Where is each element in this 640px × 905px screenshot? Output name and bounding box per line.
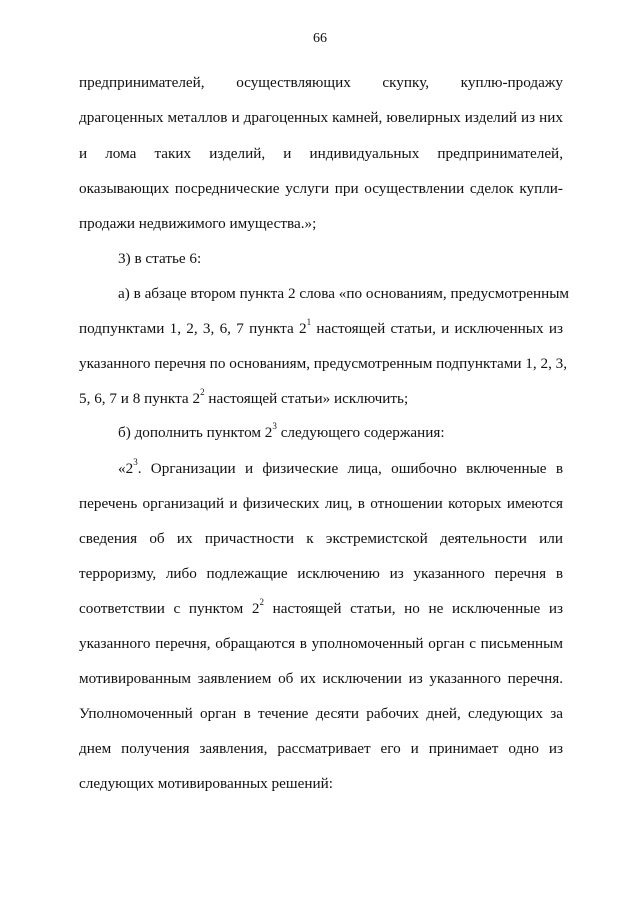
text-line: сведения об их причастности к экстремистской деятельности или (79, 530, 563, 547)
text-line: «$2^3$. Организации и физические лица, ошибочно включенные в (118, 456, 563, 477)
text-line: предпринимателей, осуществляющих скупку, куплю-продажу (79, 74, 563, 91)
text-line: 5, 6, 7 и 8 пункта $2^2$ настоящей статьи» исключить; (79, 386, 409, 407)
text-line: и лома таких изделий, и индивидуальных предпринимателей, (79, 145, 563, 162)
text-line: оказывающих посреднические услуги при осуществлении сделок купли- (79, 180, 563, 197)
text-line: терроризму, либо подлежащие исключению из указанного перечня в (79, 565, 563, 582)
text-line: б) дополнить пунктом $2^3$ следующего содержания: (118, 420, 445, 441)
text-line: днем получения заявления, рассматривает его и принимает одно из (79, 740, 563, 757)
text-line: драгоценных металлов и драгоценных камней, ювелирных изделий из них (79, 109, 563, 126)
text-line: указанного перечня, обращаются в уполномоченный орган с письменным (79, 635, 563, 652)
text-line: следующих мотивированных решений: (79, 775, 333, 792)
text-line: перечень организаций и физических лиц, в отношении которых имеются (79, 495, 563, 512)
text-line: Уполномоченный орган в течение десяти рабочих дней, следующих за (79, 705, 563, 722)
text-line: подпунктами 1, 2, 3, 6, 7 пункта $2^1$ настоящей статьи, и исключенных из (79, 316, 563, 337)
text-line: продажи недвижимого имущества.»; (79, 215, 317, 232)
text-line: 3) в статье 6: (118, 250, 202, 267)
text-line: указанного перечня по основаниям, предусмотренным подпунктами 1, 2, 3, (79, 355, 568, 372)
text-line: а) в абзаце втором пункта 2 слова «по основаниям, предусмотренным (118, 285, 570, 302)
text-line: мотивированным заявлением об их исключении из указанного перечня. (79, 670, 563, 687)
text-line: соответствии с пунктом $2^2$ настоящей статьи, но не исключенные из (79, 596, 563, 617)
page-number: 66 (313, 31, 327, 46)
